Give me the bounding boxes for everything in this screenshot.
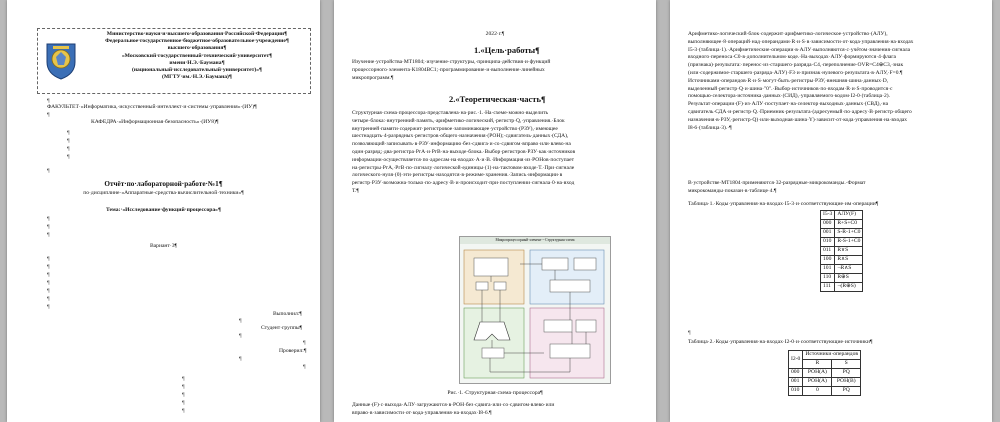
pilcrow: ¶ xyxy=(47,288,50,294)
table-cell: ¬R∧S xyxy=(835,265,863,274)
header-line-4: «Московский·государственный·технический·университет¶ xyxy=(121,53,273,59)
table-cell: S xyxy=(832,360,861,369)
table-cell: 010 xyxy=(821,238,835,247)
pilcrow: ¶ xyxy=(67,146,70,152)
table2-title: Таблица·2.·Коды·управления·на·входах·I2-0·и·соответствующие·источники¶ xyxy=(688,339,873,345)
university-emblem xyxy=(43,40,79,80)
alu-line-1: Арифметико-логический·блок·содержит·арифметико-логическое·устройство·(АЛУ), xyxy=(688,31,888,37)
theory-line-1: Структурная·схема·процессора·представлена·на·рис.·1.·На·схеме·можно·выделить xyxy=(352,110,549,116)
table-1 xyxy=(820,210,863,292)
pilcrow: ¶ xyxy=(182,384,185,390)
table-cell: PQ xyxy=(832,387,861,396)
header-line-3: высшего·образования¶ xyxy=(167,45,227,51)
alu-line-7: Источниками·операндов·R·и·S·могут·быть·регистры·РЗУ,·внешняя·шина·данных·D, xyxy=(688,77,889,84)
pilcrow: ¶ xyxy=(688,330,691,336)
pilcrow: ¶ xyxy=(47,168,50,174)
alu-line-8: выделенный·регистр·Q·и·шина·"0".·Выбор·источников·по·входам·R·и·S·проводится·с xyxy=(688,85,893,92)
pilcrow: ¶ xyxy=(47,216,50,222)
processor-structure-diagram xyxy=(459,236,611,384)
pilcrow: ¶ xyxy=(67,154,70,160)
table-row xyxy=(821,211,863,220)
table-cell: 001 xyxy=(821,229,835,238)
table-cell: R xyxy=(803,360,832,369)
alu-line-9: помощью·селектора·источника·данных·(СИД),·управляемого·кодом·I2-0·(таблица·2). xyxy=(688,93,890,100)
table-row xyxy=(789,369,861,378)
table-cell: 111 xyxy=(821,283,835,292)
theory-line-11: T.¶ xyxy=(352,187,359,194)
pilcrow: ¶ xyxy=(47,224,50,230)
goal-line-3: микропрограмм.¶ xyxy=(352,74,394,81)
table-row xyxy=(821,265,863,274)
pilcrow: ¶ xyxy=(239,318,242,324)
topic-line: Тема:·«Исследование·функций·процессора»¶ xyxy=(106,207,221,213)
alu-line-4: входного·переноса·C0·в·дополнительном·коде.·На·выходах·АЛУ·формируются·4·флага xyxy=(688,54,896,61)
table-cell: 000 xyxy=(821,220,835,229)
theory-line-8: на·регистры·РгА,·РгВ·по·сигналу·логической·единицы·(1)·на·тактовом·входе·T.·При·сигнале xyxy=(352,164,575,171)
pilcrow: ¶ xyxy=(47,272,50,278)
pilcrow: ¶ xyxy=(239,356,242,362)
table-cell: I5-3 xyxy=(821,211,835,220)
table-cell: R+S+C0 xyxy=(835,220,863,229)
theory-line-7: информации·осуществляется·по·адресам·на·входах·A·и·B.·Информация·из·РОНов·поступает xyxy=(352,156,574,163)
alu-paragraph xyxy=(688,31,980,132)
table-cell: I2-0 xyxy=(789,351,803,369)
pilcrow: ¶ xyxy=(47,280,50,286)
table-row xyxy=(821,247,863,256)
theory-line-9: логического·нуля·(0)·эти·регистры·находятся·в·режиме·хранения.·Запись·информации·в xyxy=(352,172,563,179)
report-title: Отчёт·по·лабораторной·работе·№1¶ xyxy=(104,180,223,188)
page-2 xyxy=(334,0,656,422)
header-line-1: Министерство·науки·и·высшего·образования·Российской·Федерации¶ xyxy=(106,31,288,37)
table-2 xyxy=(788,350,861,396)
goal-heading: 1.«Цель·работы¶ xyxy=(474,45,540,55)
goal-paragraph xyxy=(352,59,642,82)
header-line-2: Федеральное·государственное·бюджетное·образовательное·учреждение¶ xyxy=(105,38,289,44)
variant-line: Вариант·3¶ xyxy=(149,243,178,249)
table-cell: АЛУ(F) xyxy=(835,211,863,220)
alu-line-10: Результат·операции·(F)·из·АЛУ·поступает·на·селектор·выходных·данных·(СВД),·на xyxy=(688,101,889,108)
mt-line-1: В·устройстве·МТ1804·применяются·32-разрядные·микрокоманды.·Формат xyxy=(688,180,866,186)
table1-title: Таблица·1.·Коды·управления·на·входах·I5-3·и·соответствующие·им·операции¶ xyxy=(688,201,879,207)
faculty-line: ФАКУЛЬТЕТ·«Информатика,·искусственный·интеллект·и·системы·управления»·(ИУ)¶ xyxy=(47,104,257,110)
alu-line-2: выполняющее·8·операций·над·операндами·R·и·S·в·зависимости·от·кода·управления·на·входах xyxy=(688,38,914,45)
table-cell: 0 xyxy=(803,387,832,396)
theory-line-2: четыре·блока:·внутренний·память,·арифметико-логический,·регистр·Q,·управления.·Блок xyxy=(352,117,565,124)
table-row xyxy=(821,283,863,292)
pilcrow: ¶ xyxy=(303,364,306,370)
pilcrow: ¶ xyxy=(47,98,50,104)
table-cell: R∧S xyxy=(835,256,863,265)
table-cell: РОН(A) xyxy=(803,378,832,387)
theory-heading: 2.«Теоретическая·часть¶ xyxy=(449,94,546,104)
figure-caption: Рис.·1.·Структурная·схема·процессора¶ xyxy=(447,390,543,396)
theory-line-6: один·разряд;·два·регистра·РгА·и·РгВ·на·выходе·блока.·Выбор·регистров·РЗУ·как·источников xyxy=(352,148,576,155)
table-row xyxy=(821,229,863,238)
table-cell: 100 xyxy=(821,256,835,265)
alu-line-13: I8-6·(таблица·3).·¶ xyxy=(688,124,732,131)
alu-line-6: (или·содержимое·старшего·разряда·АЛУ)·F3·и·признак·нулевого·результата·в·АЛУ,·F=0.¶ xyxy=(688,69,903,76)
goal-line-1: Изучение·устройства·МТ1804;·изучение·структуры,·принципа·действия·и·функций xyxy=(352,59,551,65)
theory-line-4: шестнадцать·4-разрядных·регистров·общего·назначения·(РОН);·сдвигатель·данных·(СДА), xyxy=(352,133,569,140)
table-row xyxy=(789,378,861,387)
student-group-label: Студент·группы¶ xyxy=(261,325,303,331)
table-row xyxy=(821,220,863,229)
table-row xyxy=(821,274,863,283)
pilcrow: ¶ xyxy=(182,392,185,398)
bottom-line-1: Данные·(F)·с·выхода·АЛУ·загружаются·в·РОН·без·сдвига·или·со·сдвигом·влево·или xyxy=(352,402,555,408)
alu-line-11: сдвигатель·СДА·и·регистр·Q.·Приемник·результата·(адресуемый·по·адресу·B·регистр·общего xyxy=(688,108,912,115)
pilcrow: ¶ xyxy=(182,408,185,414)
table-cell: Источники·операндов xyxy=(803,351,861,360)
page-1 xyxy=(7,0,320,422)
department-line: КАФЕДРА·«Информационная·безопасность»·(ИУ8)¶ xyxy=(91,119,219,125)
pilcrow: ¶ xyxy=(47,304,50,310)
table-cell: 001 xyxy=(789,378,803,387)
goal-line-2: процессорного·элемента·К1804ВС1;·программирование·и·выполнение·линейных xyxy=(352,66,545,73)
discipline-line: по·дисциплине·«Аппаратные·средства·вычислительной·техники»¶ xyxy=(83,190,244,196)
table-cell: 010 xyxy=(789,387,803,396)
table-cell: 000 xyxy=(789,369,803,378)
pilcrow: ¶ xyxy=(67,130,70,136)
alu-line-3: I5-3·(таблица·1).·Арифметические·операции·в·АЛУ·выполняются·с·учётом·значения·сигнала xyxy=(688,46,911,53)
table-row xyxy=(821,238,863,247)
mt-paragraph xyxy=(688,180,980,196)
theory-line-3: внутренней·памяти·содержит·регистровое·запоминающее·устройство·(РЗУ),·имеющее xyxy=(352,125,558,132)
table-cell: R⊕S xyxy=(835,274,863,283)
pilcrow: ¶ xyxy=(47,296,50,302)
table-cell: РОН(A) xyxy=(803,369,832,378)
table-cell: R-S-1+C0 xyxy=(835,238,863,247)
bottom-line-2: вправо·в·зависимости·от·кода·управления·на·входах·I8-6.¶ xyxy=(352,409,492,416)
table-cell: ¬(R⊕S) xyxy=(835,283,863,292)
table-row xyxy=(789,351,861,360)
pilcrow: ¶ xyxy=(303,340,306,346)
header-line-7: (МГТУ·им.·Н.Э.·Баумана)¶ xyxy=(162,74,232,80)
pilcrow: ¶ xyxy=(47,264,50,270)
theory-line-10: регистр·РЗУ·возможна·только·по·адресу·B·и·происходит·при·поступлении·сигнала·0·на·вход xyxy=(352,180,575,187)
table-row xyxy=(789,387,861,396)
pilcrow: ¶ xyxy=(182,400,185,406)
table-cell: S-R-1+C0 xyxy=(835,229,863,238)
table-cell: 011 xyxy=(821,247,835,256)
header-line-6: (национальный·исследовательный·университет)»¶ xyxy=(131,67,263,73)
pilcrow: ¶ xyxy=(47,112,50,118)
pilcrow: ¶ xyxy=(47,256,50,262)
table-cell: РОН(B) xyxy=(832,378,861,387)
table-cell: R∨S xyxy=(835,247,863,256)
table-row xyxy=(821,256,863,265)
header-line-5: имени·Н.Э.·Баумана¶ xyxy=(169,60,225,66)
pilcrow: ¶ xyxy=(239,333,242,339)
checked-by-label: Проверил:¶ xyxy=(279,348,307,354)
alu-line-5: (признака)·результата:·перенос·из·старшего·разряда·C4,·переполнение·OVR=C4⊕C3,·знак xyxy=(688,62,904,69)
pilcrow: ¶ xyxy=(47,232,50,238)
table-cell: 101 xyxy=(821,265,835,274)
bottom-paragraph xyxy=(352,402,644,418)
mt-line-2: микрокоманды·показан·в·таблице·4.¶ xyxy=(688,187,777,194)
theory-paragraph xyxy=(352,110,644,196)
table-cell: PQ xyxy=(832,369,861,378)
performed-by-label: Выполнил:¶ xyxy=(273,311,302,317)
page-3 xyxy=(670,0,992,422)
table-cell: 110 xyxy=(821,274,835,283)
year-line: 2022·г.¶ xyxy=(485,31,505,37)
pilcrow: ¶ xyxy=(67,138,70,144)
theory-line-5: позволяющий·записывать·в·РЗУ·информацию·без·сдвига·и·со·сдвигом·вправо·или·влево·на xyxy=(352,141,571,148)
pilcrow: ¶ xyxy=(182,376,185,382)
alu-line-12: назначения·в·РЗУ,·регистр·Q)·или·выходная·шина·Y)·зависит·от·кода·управления·на·входах xyxy=(688,116,908,123)
diagram-drawing xyxy=(460,244,610,383)
diagram-title: Микропроцессорный·элемент·-·Структурная·схема xyxy=(460,237,610,244)
